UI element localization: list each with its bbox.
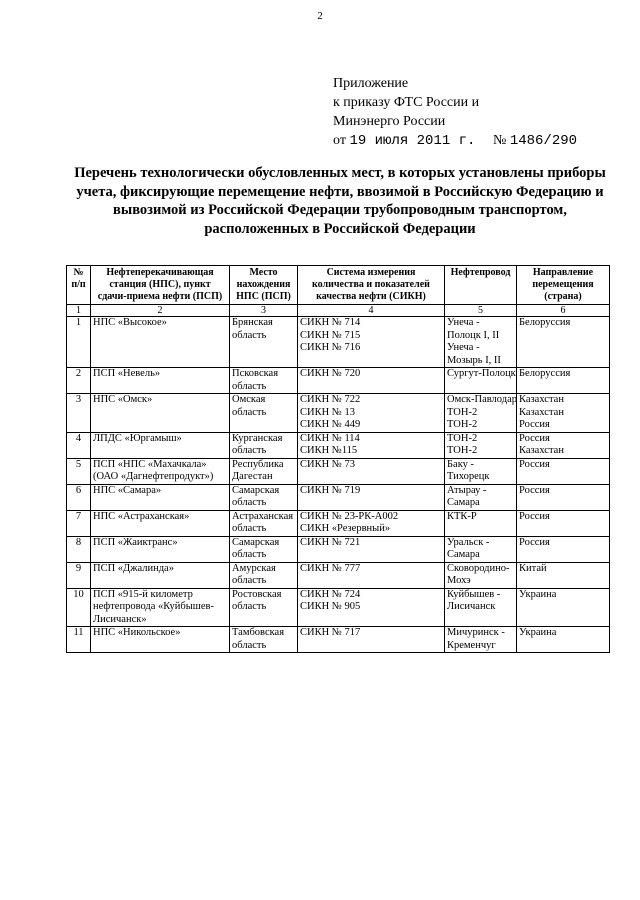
cell-line: Баку - [447,458,475,470]
header-line: Место [249,267,278,278]
cell-line: Унеча - [447,342,480,353]
direction-cell [517,458,610,484]
table-row [67,432,610,458]
table-row [67,368,610,394]
sikn-cell [298,368,445,394]
location-cell [230,627,298,653]
table-row [67,394,610,433]
cell-line: область [232,575,267,586]
pipeline-cell [445,458,517,484]
station-cell [91,368,230,394]
cell-line: область [232,549,267,560]
pipeline-cell [445,588,517,627]
document-title: Перечень технологически обусловленных мест, в которых установлены приборы учета, фиксирующие перемещение нефти, ввозимой в Российскую Федерацию и вывозимой из Российской Федерации трубопроводным транспортом, расположенных в Российской Федерации [74,165,606,237]
station-cell [91,394,230,433]
cell-line: Тихорецк [447,471,490,482]
cell-line: Казахстан [519,394,564,405]
table-row [67,588,610,627]
cell-line: ТОН-2 [447,406,478,418]
cell-line: СИКН № 777 [300,562,361,574]
location-cell [230,536,298,562]
sikn-cell [298,627,445,653]
header-line: сдачи-приема нефти (ПСП) [97,291,223,302]
cell-line: Амурская [232,562,276,574]
row-number-cell: 7 [67,510,91,536]
row-number-cell: 2 [67,368,91,394]
cell-line: Полоцк I, II [447,329,500,341]
cell-line: ПСП «Джалинда» [93,562,174,574]
station-cell [91,510,230,536]
cell-line: СИКН № 720 [300,368,361,379]
appendix-block [333,74,577,151]
header-sikn [298,266,445,305]
cell-line: Самара [447,549,480,560]
cell-line: СИКН № 719 [300,484,361,496]
cell-line: Самарская [232,484,280,496]
cell-line: Казахстан [519,445,564,456]
row-number-cell: 1 [67,317,91,368]
header-line: п/п [71,279,86,290]
cell-line: Россия [519,484,550,496]
cell-line: область [232,639,267,651]
station-cell [91,484,230,510]
cell-line: ПСП «Жаиктранс» [93,536,178,548]
registry-table [66,265,610,653]
direction-cell [517,484,610,510]
column-number: 2 [91,305,230,317]
cell-line: Кременчуг [447,639,496,651]
cell-line: СИКН № 449 [300,419,361,430]
location-cell [230,368,298,394]
date-prefix: от [333,133,346,148]
cell-line: СИКН № 715 [300,329,361,341]
appendix-line-3: Минэнерго России [333,114,446,129]
cell-line: нефтепровода «Куйбышев- [93,601,214,612]
cell-line: Белоруссия [519,317,571,328]
sikn-cell [298,536,445,562]
cell-line: Россия [519,458,550,470]
cell-line: Мичуринск - [447,627,505,638]
header-pipeline [445,266,517,305]
cell-line: СИКН № 905 [300,601,361,612]
cell-line: Сургут-Полоцк [447,368,516,379]
direction-cell [517,536,610,562]
header-line: нахождения [236,279,291,290]
header-line: № [73,267,84,278]
direction-cell [517,510,610,536]
order-date-line [333,131,577,151]
cell-line: область [232,445,267,456]
cell-line: Тамбовская [232,627,285,638]
cell-line: НПС «Никольское» [93,627,181,638]
cell-line: СИКН № 114 [300,432,360,444]
header-line: количества и показателей [312,279,430,290]
cell-line: Унеча - [447,317,480,328]
direction-cell [517,588,610,627]
location-cell [230,562,298,588]
sikn-cell [298,458,445,484]
pipeline-cell [445,317,517,368]
sikn-cell [298,432,445,458]
header-line: Нефтепровод [450,267,511,278]
cell-line: Россия [519,510,550,522]
table-header-row [67,266,610,305]
location-cell [230,458,298,484]
header-line: станция (НПС), пункт [109,279,211,290]
cell-line: СИКН №115 [300,445,358,456]
number-sign: № [492,133,507,148]
cell-line: Астраханская [232,510,294,522]
pipeline-cell [445,432,517,458]
location-cell [230,510,298,536]
location-cell [230,317,298,368]
cell-line: СИКН № 722 [300,394,361,405]
cell-line: ПСП «НПС «Махачкала» [93,458,207,470]
header-direction [517,266,610,305]
cell-line: Республика [232,458,284,470]
cell-line: Белоруссия [519,368,571,379]
column-number: 4 [298,305,445,317]
row-number-cell: 8 [67,536,91,562]
cell-line: Лисичанск» [93,613,147,625]
table-row [67,536,610,562]
cell-line: область [232,497,267,508]
cell-line: СИКН № 13 [300,406,355,418]
pipeline-cell [445,510,517,536]
station-cell [91,562,230,588]
appendix-line-1: Приложение [333,76,409,91]
cell-line: Сковородино- [447,562,510,574]
header-line: качества нефти (СИКН) [316,291,426,302]
cell-line: Самара [447,497,480,508]
row-number-cell: 9 [67,562,91,588]
row-number-cell: 5 [67,458,91,484]
cell-line: Курганская [232,432,283,444]
cell-line: СИКН № 724 [300,588,361,600]
cell-line: НПС «Высокое» [93,317,167,328]
row-number-cell: 3 [67,394,91,433]
cell-line: ПСП «Невель» [93,368,161,379]
pipeline-cell [445,627,517,653]
location-cell [230,432,298,458]
cell-line: СИКН № 721 [300,536,361,548]
cell-line: СИКН № 714 [300,317,361,328]
header-line: Нефтеперекачивающая [106,267,214,278]
location-cell [230,484,298,510]
cell-line: ТОН-2 [447,419,478,430]
table-row [67,627,610,653]
sikn-cell [298,510,445,536]
pipeline-cell [445,394,517,433]
column-number: 3 [230,305,298,317]
cell-line: Мозырь I, II [447,354,501,366]
direction-cell [517,627,610,653]
sikn-cell [298,317,445,368]
cell-line: (ОАО «Дагнефтепродукт») [93,471,214,482]
cell-line: ЛПДС «Юргамыш» [93,432,182,444]
cell-line: Россия [519,419,550,430]
row-number-cell: 10 [67,588,91,627]
cell-line: НПС «Омск» [93,394,153,405]
cell-line: ТОН-2 [447,445,478,456]
direction-cell [517,562,610,588]
cell-line: НПС «Астраханская» [93,510,190,522]
station-cell [91,317,230,368]
column-number: 6 [517,305,610,317]
cell-line: Китай [519,562,547,574]
column-number: 5 [445,305,517,317]
cell-line: область [232,329,267,341]
cell-line: Украина [519,627,557,638]
pipeline-cell [445,562,517,588]
cell-line: СИКН № 716 [300,342,361,353]
table-row [67,484,610,510]
cell-line: область [232,523,267,534]
cell-line: Омск-Павлодар [447,394,517,405]
cell-line: Уральск - [447,536,490,548]
cell-line: Лисичанск [447,601,496,612]
cell-line: область [232,380,267,392]
table-row [67,317,610,368]
cell-line: СИКН «Резервный» [300,523,391,534]
cell-line: Куйбышев - [447,588,501,600]
cell-line: Казахстан [519,406,564,418]
header-location [230,266,298,305]
station-cell [91,432,230,458]
header-line: Направление [532,267,594,278]
cell-line: Псковская [232,368,279,379]
location-cell [230,588,298,627]
column-number: 1 [67,305,91,317]
direction-cell [517,394,610,433]
cell-line: Дагестан [232,471,273,482]
cell-line: НПС «Самара» [93,484,162,496]
column-number-row [67,305,610,317]
header-line: перемещения [532,279,594,290]
appendix-line-2: к приказу ФТС России и [333,95,480,110]
pipeline-cell [445,368,517,394]
cell-line: СИКН № 73 [300,458,355,470]
station-cell [91,588,230,627]
sikn-cell [298,484,445,510]
header-station [91,266,230,305]
sikn-cell [298,588,445,627]
station-cell [91,627,230,653]
direction-cell [517,432,610,458]
cell-line: ПСП «915-й километр [93,588,193,600]
cell-line: область [232,601,267,612]
page-number: 2 [317,10,323,22]
cell-line: Россия [519,432,550,444]
header-line: Система измерения [326,267,416,278]
location-cell [230,394,298,433]
cell-line: Брянская [232,317,273,328]
table-row [67,510,610,536]
order-number: 1486/290 [509,133,578,149]
row-number-cell: 11 [67,627,91,653]
pipeline-cell [445,536,517,562]
row-number-cell: 4 [67,432,91,458]
sikn-cell [298,394,445,433]
cell-line: ТОН-2 [447,432,478,444]
cell-line: КТК-Р [447,510,477,522]
cell-line: Мохэ [447,575,471,586]
cell-line: Атырау - [447,484,487,496]
order-date: 19 июля 2011 г. [349,133,476,149]
station-cell [91,536,230,562]
sikn-cell [298,562,445,588]
pipeline-cell [445,484,517,510]
table-row [67,458,610,484]
cell-line: Самарская [232,536,280,548]
header-line: НПС (ПСП) [236,291,291,302]
direction-cell [517,368,610,394]
direction-cell [517,317,610,368]
station-cell [91,458,230,484]
row-number-cell: 6 [67,484,91,510]
cell-line: Омская [232,394,266,405]
cell-line: область [232,406,267,418]
table-row [67,562,610,588]
cell-line: Украина [519,588,557,600]
cell-line: Россия [519,536,550,548]
header-number [67,266,91,305]
cell-line: Ростовская [232,588,282,600]
header-line: (страна) [544,291,582,302]
cell-line: СИКН № 23-РК-А002 [300,510,399,522]
cell-line: СИКН № 717 [300,627,361,638]
